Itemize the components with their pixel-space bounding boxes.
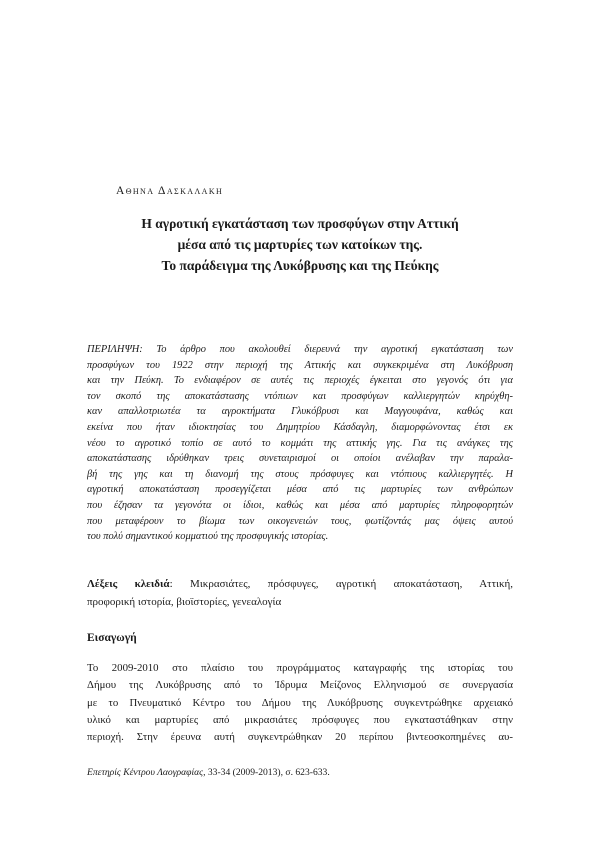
abstract-line: αγροτική αποκατάσταση προσεγγίζεται μέσα από τις μαρτυρίες των ανθρώπων (87, 484, 513, 496)
abstract-line: τον σκοπό της αποκατάστασης ντόπιων και προσφύγων καλλιεργητών κηρύχθη- (87, 390, 513, 402)
body-line: περιοχή. Στην έρευνα αυτή συγκεντρώθηκαν 20 περίπου βιντεοσκοπημένες αυ- (87, 731, 513, 744)
body-text (87, 660, 513, 746)
citation-details: , 33-34 (2009-2013), σ. 623-633. (203, 767, 330, 778)
keywords-label: Λέξεις κλειδιά (87, 578, 170, 590)
body-line: με το Πνευματικό Κέντρο του Δήμου της Λυκόβρυσης συγκεντρώθηκε αρχειακό (87, 696, 513, 709)
section-heading: Εισαγωγή (87, 632, 137, 644)
article-title (100, 213, 500, 276)
abstract-line: του πολύ σημαντικού κομματιού της προσφυγικής ιστορίας. (87, 531, 329, 543)
author-name: Αθηνα Δασκαλακη (116, 185, 224, 197)
journal-name: Επετηρίς Κέντρου Λαογραφίας (87, 767, 204, 778)
keywords-line: προφορική ιστορία, βιοϊστορίες, γενεαλογία (87, 595, 282, 608)
keywords-list: : Μικρασιάτες, πρόσφυγες, αγροτική αποκατάσταση, Αττική, (169, 578, 513, 590)
body-line: υλικό και μαρτυρίες από μικρασιάτες πρόσφυγες που εγκαταστάθηκαν στην (87, 713, 513, 726)
title-line: Το παράδειγμα της Λυκόβρυσης και της Πεύκης (161, 258, 439, 273)
abstract-line: αποκατάστασης ιδρύθηκαν τρεις συνεταιρισμοί οι οποίοι ανέλαβαν την παραλα- (87, 453, 513, 465)
title-line: Η αγροτική εγκατάσταση των προσφύγων στην Αττική (141, 216, 459, 231)
abstract-line: και την Πεύκη. Το ενδιαφέρον σε αυτές τις περιοχές έγκειται στο γεγονός ότι για (87, 375, 513, 387)
title-line: μέσα από τις μαρτυρίες των κατοίκων της. (177, 237, 423, 252)
abstract-line: προσφύγων του 1922 στην περιοχή της Αττικής και συγκεκριμένα στη Λυκόβρυση (87, 359, 513, 371)
body-line: Δήμου της Λυκόβρυσης από το Ίδρυμα Μείζονος Ελληνισμού σε συνεργασία (87, 679, 513, 692)
abstract-line: που μεταφέρουν το βίωμα των οικογενειών τους, φωτίζοντάς μας όψεις αυτού (87, 515, 513, 527)
abstract-line: νέου το αγροτικό τοπίο σε αυτό το κομμάτι της αττικής γης. Για τις ανάγκες της (87, 437, 513, 449)
abstract (87, 342, 513, 545)
abstract-line: ΠΕΡΙΛΗΨΗ: Το άρθρο που ακολουθεί διερευνά την αγροτική εγκατάσταση των (87, 344, 513, 355)
abstract-line: που έζησαν τα γεγονότα οι ίδιοι, καθώς και μέσα από μαρτυρίες πληροφορητών (87, 499, 513, 511)
body-line: Το 2009-2010 στο πλαίσιο του προγράμματος καταγραφής της ιστορίας του (87, 662, 513, 674)
keywords (87, 576, 513, 611)
citation-footer (87, 767, 330, 778)
abstract-line: καν απαλλοτριωτέα τα αγροκτήματα Γλυκόβρυσι και Μαγγουφάνα, καθώς και (87, 406, 513, 418)
abstract-line: εκείνα που ήταν ιδιοκτησίας του Δημητρίου Κάσδαγλη, διαμορφώνοντας έτσι εκ (87, 421, 513, 433)
abstract-line: βή της γης και τη διανομή της στους πρόσφυγες και ντόπιους καλλιεργητές. Η (87, 468, 513, 480)
keywords-line (87, 576, 513, 594)
